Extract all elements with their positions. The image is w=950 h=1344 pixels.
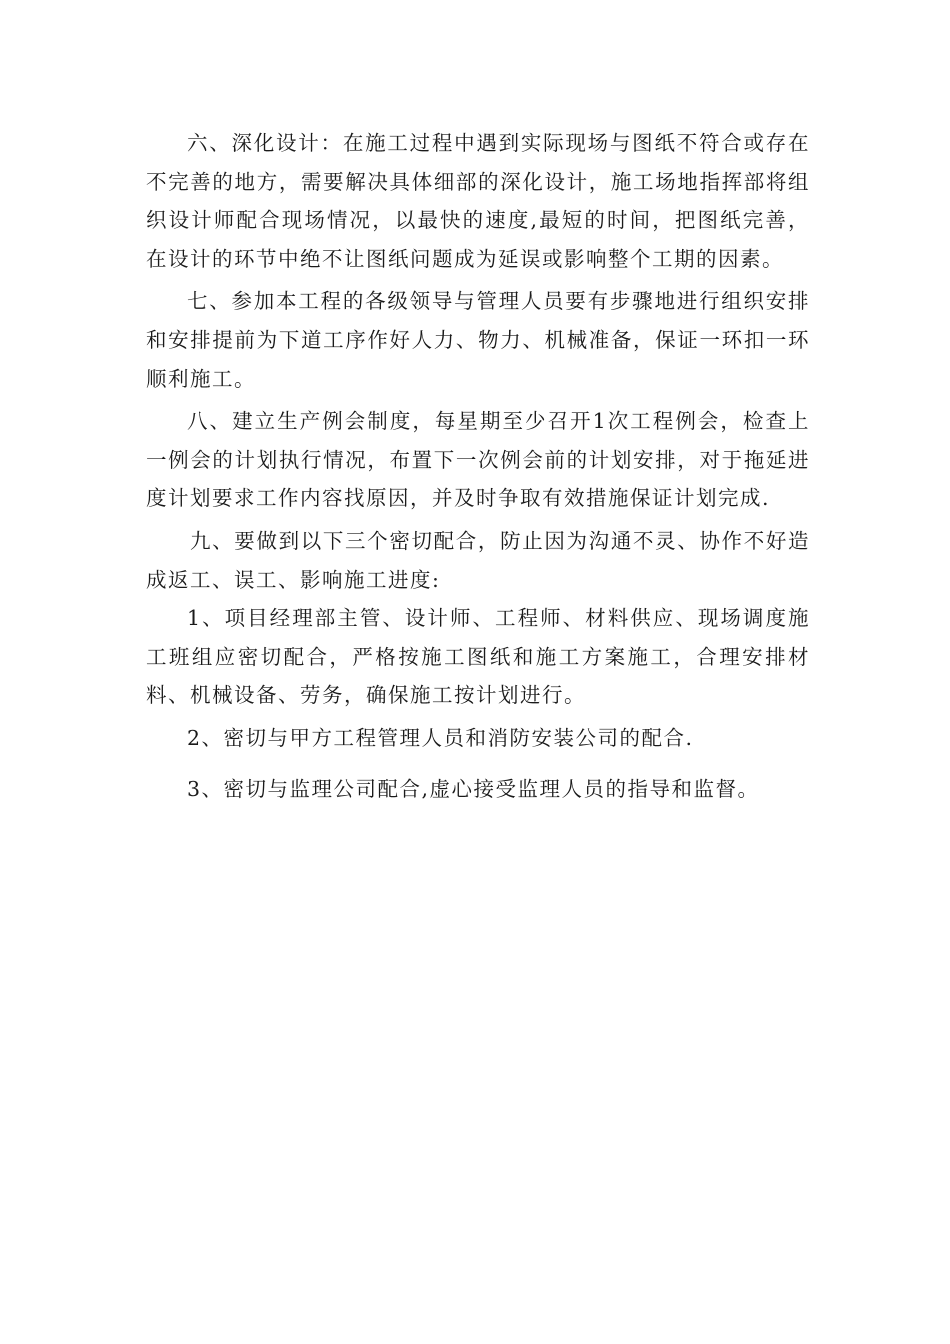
list-item-cooperation-3: 3、密切与监理公司配合,虚心接受监理人员的指导和监督。: [187, 776, 760, 801]
list-item-cooperation-1: 1、项目经理部主管、设计师、工程师、材料供应、现场调度施工班组应密切配合，严格按施工图纸和施工方案施工，合理安排材料、机械设备、劳务，确保施工按计划进行。: [146, 606, 810, 708]
paragraph-three-cooperations: 九、要做到以下三个密切配合，防止因为沟通不灵、协作不好造成返工、误工、影响施工进度:: [146, 528, 810, 592]
document-body: [146, 124, 810, 808]
paragraph-detailed-design: 六、深化设计：在施工过程中遇到实际现场与图纸不符合或存在不完善的地方，需要解决具体细部的深化设计，施工场地指挥部将组织设计师配合现场情况，以最快的速度,最短的时间，把图纸完善，在设计的环节中绝不让图纸问题成为延误或影响整个工期的因素。: [146, 131, 810, 271]
paragraph-staff-arrangement: 七、参加本工程的各级领导与管理人员要有步骤地进行组织安排和安排提前为下道工序作好人力、物力、机械准备，保证一环扣一环顺利施工。: [146, 289, 810, 391]
list-item-cooperation-2: 2、密切与甲方工程管理人员和消防安装公司的配合.: [187, 725, 694, 750]
paragraph-production-meeting: 八、建立生产例会制度，每星期至少召开1次工程例会，检查上一例会的计划执行情况，布置下一次例会前的计划安排，对于拖延进度计划要求工作内容找原因，并及时争取有效措施保证计划完成.: [146, 409, 810, 511]
